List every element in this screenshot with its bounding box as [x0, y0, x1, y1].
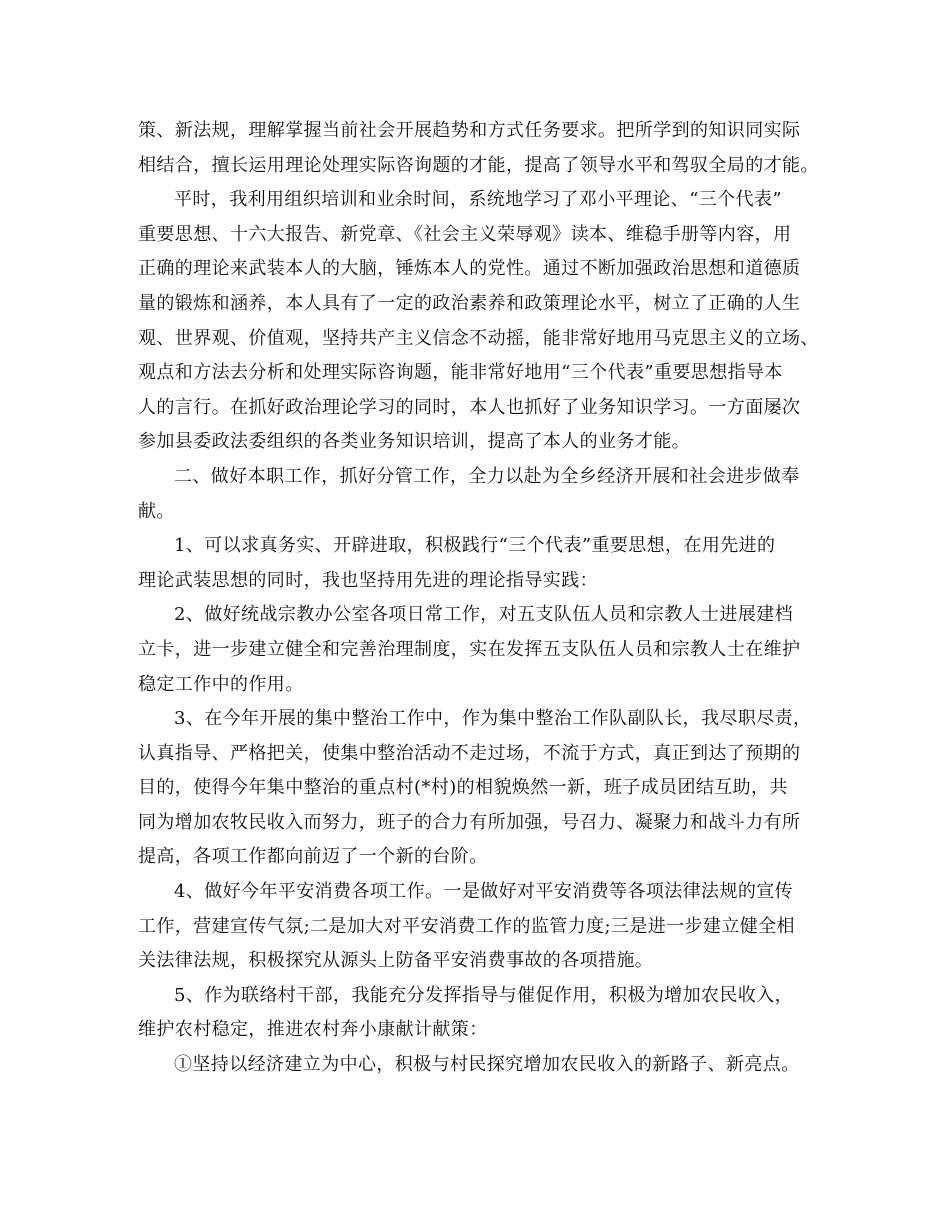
text-line: 4、做好今年平安消费各项工作。一是做好对平安消费等各项法律法规的宣传 [174, 881, 794, 903]
text-line: 重要思想、十六大报告、新党章、《社会主义荣辱观》读本、维稳手册等内容，用 [138, 223, 792, 245]
text-line: 立卡，进一步建立健全和完善治理制度，实在发挥五支队伍人员和宗教人士在维护 [138, 638, 801, 660]
text-line: 理论武装思想的同时，我也坚持用先进的理论指导实践： [138, 569, 598, 591]
text-line: ①坚持以经济建立为中心，积极与村民探究增加农民收入的新路子、新亮点。 [174, 1054, 800, 1076]
text-line: 同为增加农牧民收入而努力，班子的合力有所加强，号召力、凝聚力和战斗力有所 [138, 811, 801, 833]
text-line: 稳定工作中的作用。 [138, 673, 304, 695]
text-line: 观、世界观、价值观，坚持共产主义信念不动摇，能非常好地用马克思主义的立场、 [138, 327, 819, 349]
text-line: 人的言行。在抓好政治理论学习的同时，本人也抓好了业务知识学习。一方面屡次 [138, 396, 801, 418]
text-line: 平时，我利用组织培训和业余时间，系统地学习了邓小平理论、“三个代表” [174, 189, 783, 211]
text-line: 关法律法规，积极探究从源头上防备平安消费事故的各项措施。 [138, 950, 654, 972]
text-line: 3、在今年开展的集中整治工作中，作为集中整治工作队副队长，我尽职尽责， [174, 708, 812, 730]
text-line: 2、做好统战宗教办公室各项日常工作，对五支队伍人员和宗教人士进展建档 [174, 604, 794, 626]
text-line: 策、新法规，理解掌握当前社会开展趋势和方式任务要求。把所学到的知识同实际 [138, 120, 801, 141]
text-line: 量的锻炼和涵养，本人具有了一定的政治素养和政策理论水平，树立了正确的人生 [138, 292, 801, 314]
text-line: 认真指导、严格把关，使集中整治活动不走过场，不流于方式，真正到达了预期的 [138, 742, 801, 764]
text-line: 相结合，擅长运用理论处理实际咨询题的才能，提高了领导水平和驾驭全局的才能。 [138, 154, 819, 176]
document-body [138, 114, 838, 1083]
text-line: 1、可以求真务实、开辟进取，积极践行“三个代表”重要思想，在用先进的 [174, 535, 776, 557]
text-line: 正确的理论来武装本人的大脑，锤炼本人的党性。通过不断加强政治思想和道德质 [138, 258, 801, 280]
text-line: 5、作为联络村干部，我能充分发挥指导与催促作用，积极为增加农民收入， [174, 984, 794, 1006]
text-line: 二、做好本职工作，抓好分管工作，全力以赴为全乡经济开展和社会进步做奉 [174, 465, 800, 487]
text-line: 维护农村稳定，推进农村奔小康献计献策： [138, 1019, 488, 1041]
text-line: 观点和方法去分析和处理实际咨询题，能非常好地用“三个代表”重要思想指导本 [138, 362, 783, 384]
text-line: 目的，使得今年集中整治的重点村(*村)的相貌焕然一新，班子成员团结互助，共 [138, 777, 788, 799]
text-line: 参加县委政法委组织的各类业务知识培训，提高了本人的业务才能。 [138, 431, 690, 453]
text-line: 提高，各项工作都向前迈了一个新的台阶。 [138, 846, 488, 868]
text-line: 献。 [138, 500, 175, 522]
text-line: 工作，营建宣传气氛;二是加大对平安消费工作的监管力度;三是进一步建立健全相 [138, 915, 795, 937]
